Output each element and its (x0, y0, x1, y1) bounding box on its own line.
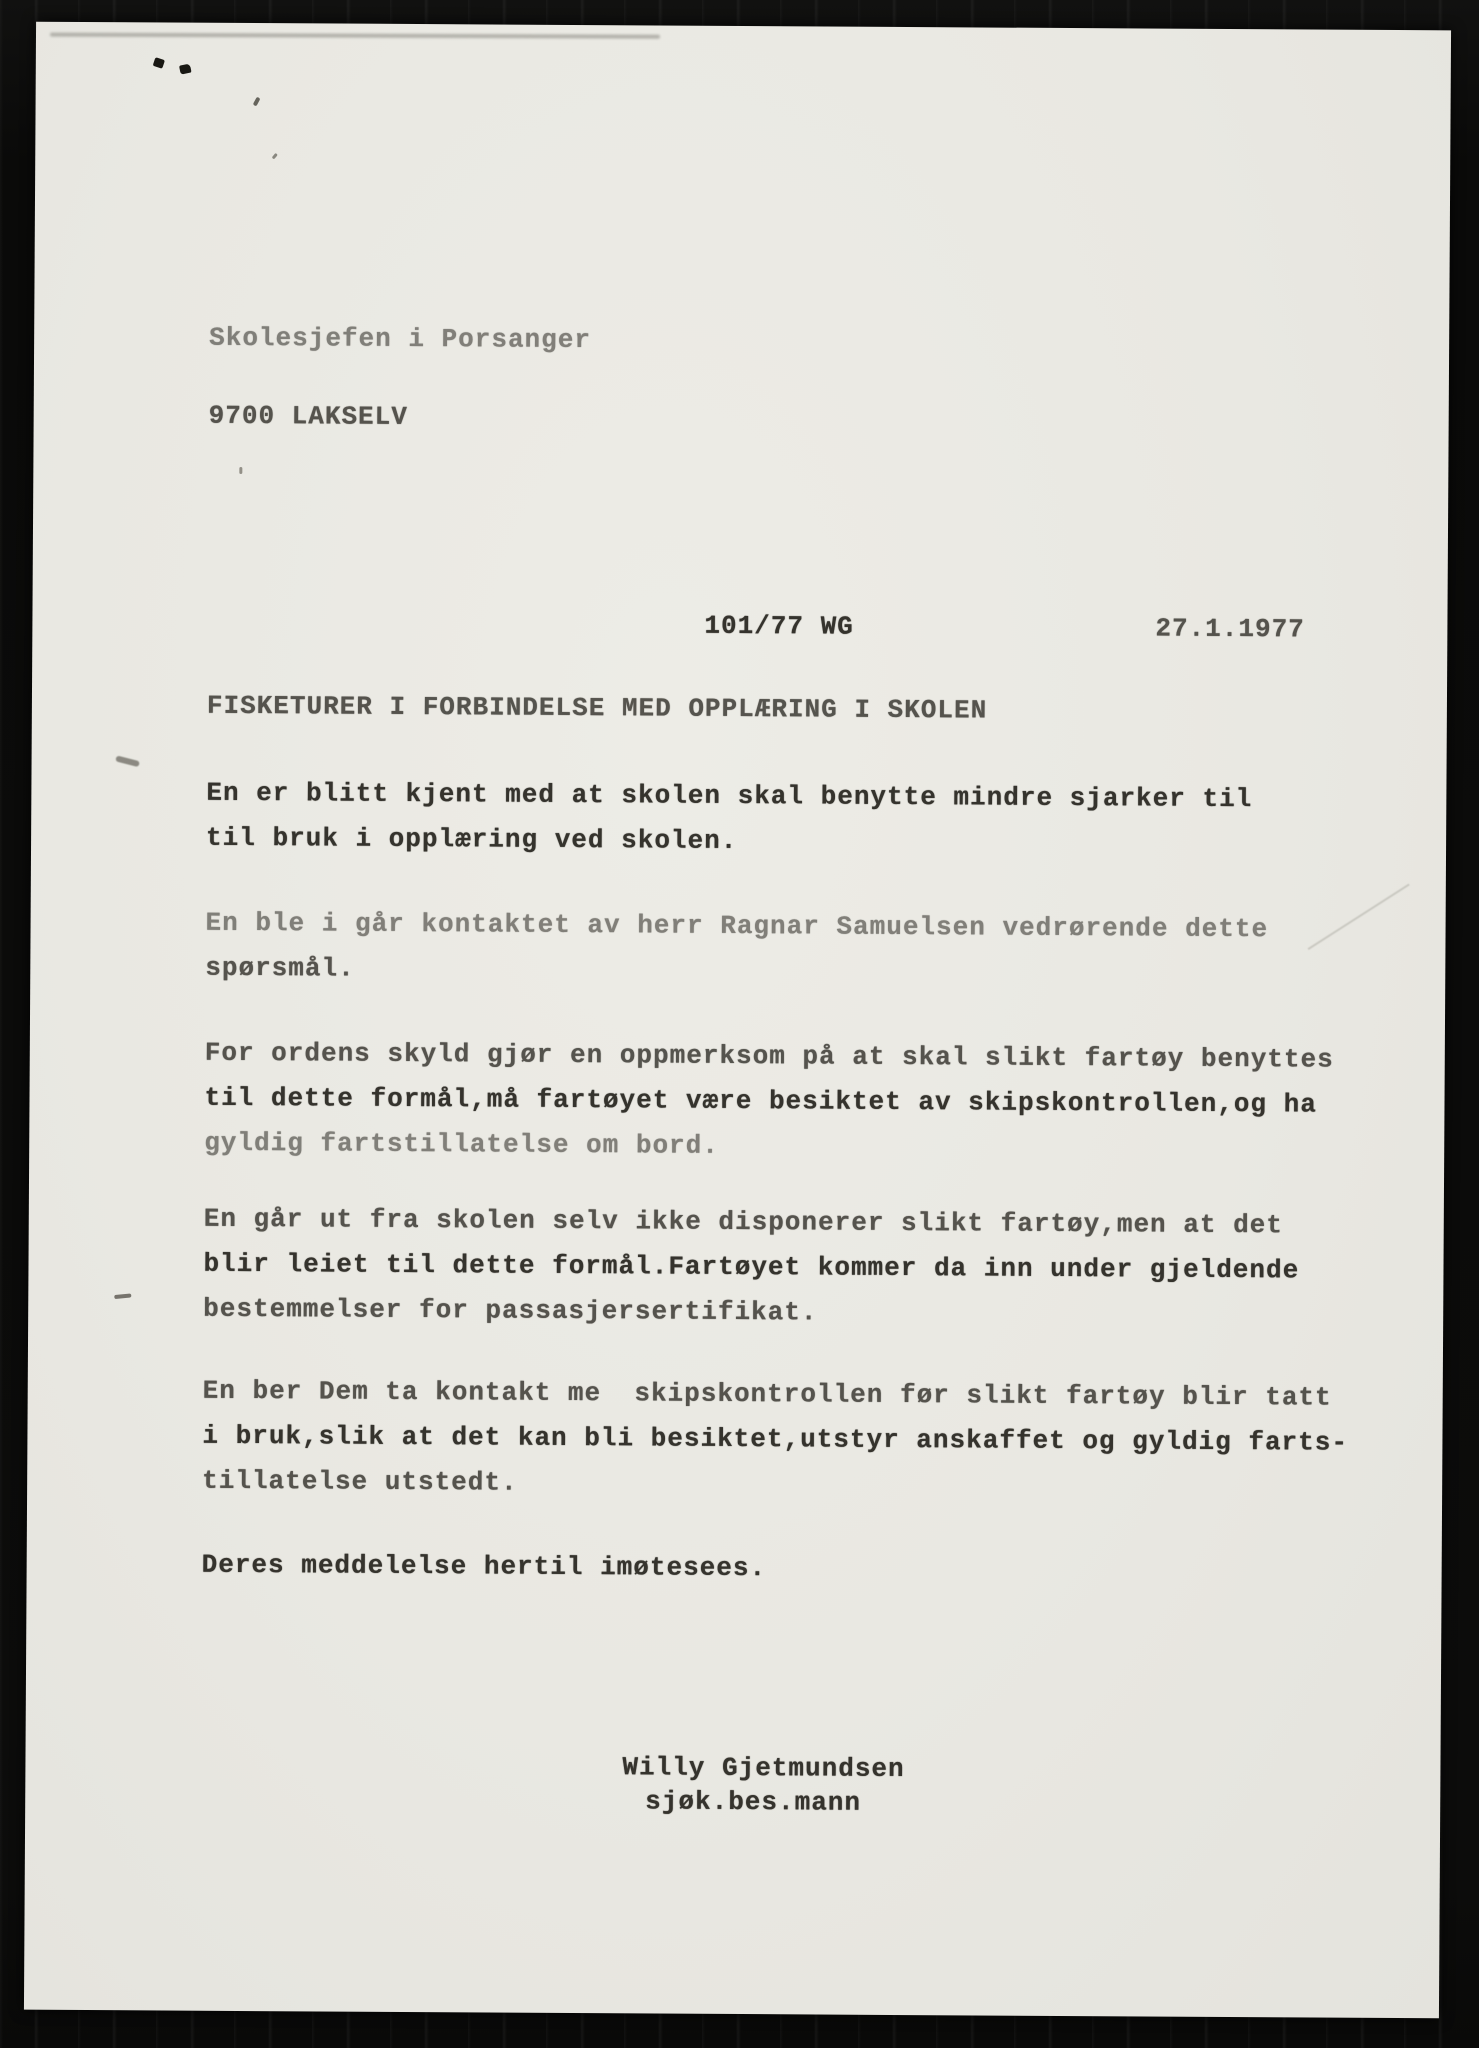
margin-dash-mark (114, 1293, 131, 1299)
paragraph-line: gyldig fartstillatelse om bord. (204, 1127, 720, 1161)
closing-line: Deres meddelelse hertil imøtesees. (201, 1549, 767, 1584)
reference-number: 101/77 WG (704, 610, 854, 642)
paragraph-line: til dette formål,må fartøyet være besiktet av skipskontrollen,og ha (204, 1082, 1317, 1120)
ink-speck (253, 97, 261, 107)
paragraph (202, 1369, 1348, 1511)
paragraph-line: blir leiet til dette formål.Fartøyet kommer da inn under gjeldende (203, 1248, 1300, 1286)
paragraph (205, 901, 1268, 997)
signature-title: sjøk.bes.mann (645, 1786, 862, 1818)
ink-speck (239, 467, 242, 474)
paragraph (206, 771, 1252, 867)
paragraph-line: En er blitt kjent med at skolen skal benytte mindre sjarker til (206, 777, 1253, 815)
paragraph-line: til bruk i opplæring ved skolen. (206, 822, 738, 856)
top-edge-smudge (50, 33, 660, 39)
subject-line: FISKETURER I FORBINDELSE MED OPPLÆRING I SKOLEN (206, 690, 988, 726)
paragraph-line: En går ut fra skolen selv ikke disponerer slikt fartøy,men at det (203, 1203, 1284, 1241)
recipient-name: Skolesjefen i Porsanger (209, 322, 592, 356)
paragraph-line: For ordens skyld gjør en oppmerksom på at skal slikt fartøy benyttes (204, 1037, 1334, 1075)
paragraph-line: bestemmelser for passasjersertifikat. (203, 1293, 818, 1328)
ink-speck (179, 64, 192, 75)
paragraph (204, 1031, 1334, 1173)
paragraph-line: spørsmål. (205, 952, 355, 984)
paragraph-line: En ber Dem ta kontakt me skipskontrollen før slikt fartøy blir tatt (202, 1375, 1332, 1413)
ink-speck (272, 153, 278, 160)
paragraph-line: i bruk,slik at det kan bli besiktet,utstyr anskaffet og gyldig farts- (202, 1420, 1349, 1458)
paragraph-line: tillatelse utstedt. (202, 1465, 518, 1498)
paragraph-line: En ble i går kontaktet av herr Ragnar Samuelsen vedrørende dette (205, 907, 1269, 945)
margin-smudge (115, 755, 140, 767)
signature-name: Willy Gjetmundsen (622, 1752, 905, 1785)
paper-crease (1308, 884, 1410, 950)
recipient-postal: 9700 LAKSELV (208, 400, 409, 432)
letter-date: 27.1.1977 (1155, 613, 1305, 645)
paragraph (203, 1197, 1300, 1339)
letter-page (24, 22, 1451, 2019)
ink-speck (153, 57, 165, 69)
